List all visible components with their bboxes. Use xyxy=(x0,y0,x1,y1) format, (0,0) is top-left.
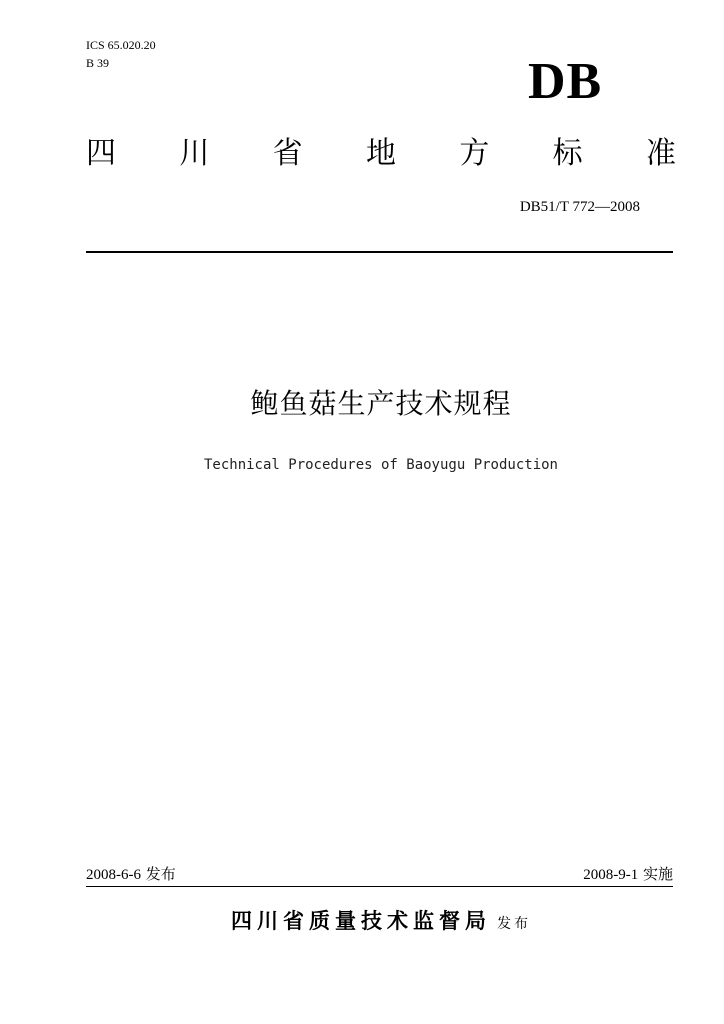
db-logo: DB xyxy=(528,53,603,110)
document-title-chinese: 鲍鱼菇生产技术规程 xyxy=(250,387,512,420)
implement-date-line xyxy=(583,865,673,884)
standard-type-char: 方 xyxy=(459,136,490,171)
ics-code: ICS 65.020.20 xyxy=(86,38,156,52)
standard-type-char: 四 xyxy=(86,136,116,171)
issue-date: 2008-6-6 xyxy=(86,867,141,883)
document-title-english: Technical Procedures of Baoyugu Production xyxy=(203,457,558,473)
issuer-suffix: 发布 xyxy=(497,916,531,932)
implement-label: 实施 xyxy=(642,865,673,883)
standard-type-char: 地 xyxy=(365,136,396,171)
issue-label: 发布 xyxy=(145,865,176,883)
ccs-code: B 39 xyxy=(86,56,110,70)
bottom-divider xyxy=(86,886,673,887)
standard-type-char: 川 xyxy=(179,136,210,171)
issuer-name: 四川省质量技术监督局 xyxy=(231,909,491,933)
standard-type-char: 准 xyxy=(645,136,676,171)
issue-date-line xyxy=(86,865,176,884)
standard-type-char: 省 xyxy=(272,136,303,171)
top-divider xyxy=(86,251,673,253)
standard-type-title xyxy=(86,134,676,174)
standard-type-char: 标 xyxy=(552,136,583,171)
implement-date: 2008-9-1 xyxy=(583,867,639,883)
standard-number: DB51/T 772—2008 xyxy=(519,199,640,215)
issuer xyxy=(86,906,676,939)
